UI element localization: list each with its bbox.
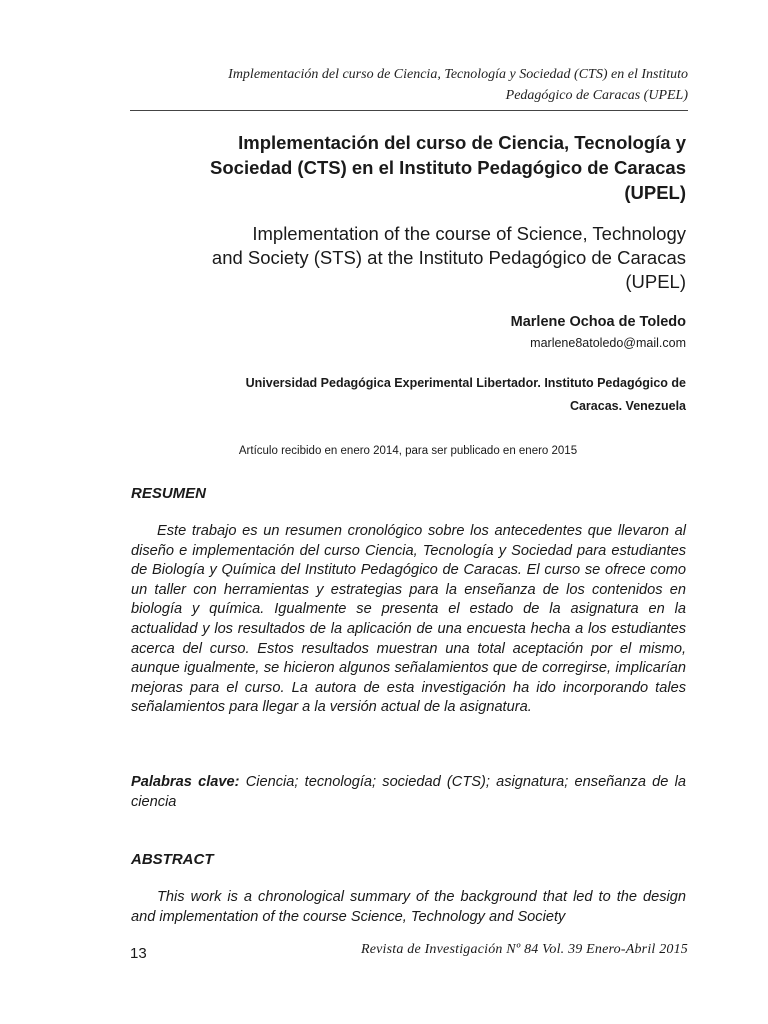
header-divider xyxy=(130,110,688,111)
title-english-line-3: (UPEL) xyxy=(625,271,686,292)
journal-footer: Revista de Investigación Nº 84 Vol. 39 Enero-Abril 2015 xyxy=(360,942,688,957)
resumen-heading: RESUMEN xyxy=(131,485,207,502)
title-spanish-line-1: Implementación del curso de Ciencia, Tecnología y xyxy=(238,132,686,153)
title-spanish-line-3: (UPEL) xyxy=(624,182,686,203)
affiliation-line-2: Caracas. Venezuela xyxy=(569,399,686,413)
author-email[interactable]: marlene8atoledo@mail.com xyxy=(530,336,686,350)
title-english-line-2: and Society (STS) at the Instituto Pedagógico de Caracas xyxy=(211,247,686,268)
author-affiliation xyxy=(190,372,686,418)
page-number: 13 xyxy=(130,945,147,962)
author-name: Marlene Ochoa de Toledo xyxy=(510,314,686,330)
abstract-heading: ABSTRACT xyxy=(131,851,214,868)
affiliation-line-1: Universidad Pedagógica Experimental Libertador. Instituto Pedagógico de xyxy=(245,376,686,390)
title-spanish-line-2: Sociedad (CTS) en el Instituto Pedagógico de Caracas xyxy=(210,157,686,178)
running-header-line-2: Pedagógico de Caracas (UPEL) xyxy=(505,88,688,103)
resumen-text: Este trabajo es un resumen cronológico sobre los antecedentes que llevaron al diseño e implementación del curso Ciencia, Tecnología y Sociedad para estudiantes de Biología y Química del Instituto Pedagógico de Caracas. El curso se ofrece como un taller con herramientas y estrategias para la enseñanza de los contenidos en biología y química. Igualmente se presenta el estado de la asignatura en la actualidad y los resultados de la aplicación de una encuesta hecha a los estudiantes acerca del curso. Estos resultados muestran una total aceptación por el mismo, aunque igualmente, se hicieron algunos señalamientos que de corregirse, implicarían mejoras para el curso. La autora de esta investigación ha ido incorporando tales señalamientos para llegar a la versión actual de la asignatura. xyxy=(131,523,686,716)
running-header-line-1: Implementación del curso de Ciencia, Tecnología y Sociedad (CTS) en el Instituto xyxy=(228,67,688,82)
keywords xyxy=(131,773,686,812)
abstract-text: This work is a chronological summary of the background that led to the design and implementation of the course Science, Technology and Society xyxy=(131,889,686,925)
keywords-label: Palabras clave: xyxy=(131,774,240,790)
title-english xyxy=(130,222,686,294)
title-spanish xyxy=(130,130,686,205)
title-english-line-1: Implementation of the course of Science, Technology xyxy=(252,223,686,244)
keywords-text: Ciencia; tecnología; sociedad (CTS); asignatura; enseñanza de la ciencia xyxy=(131,774,686,810)
running-header xyxy=(128,64,688,106)
received-note: Artículo recibido en enero 2014, para ser publicado en enero 2015 xyxy=(238,445,578,457)
